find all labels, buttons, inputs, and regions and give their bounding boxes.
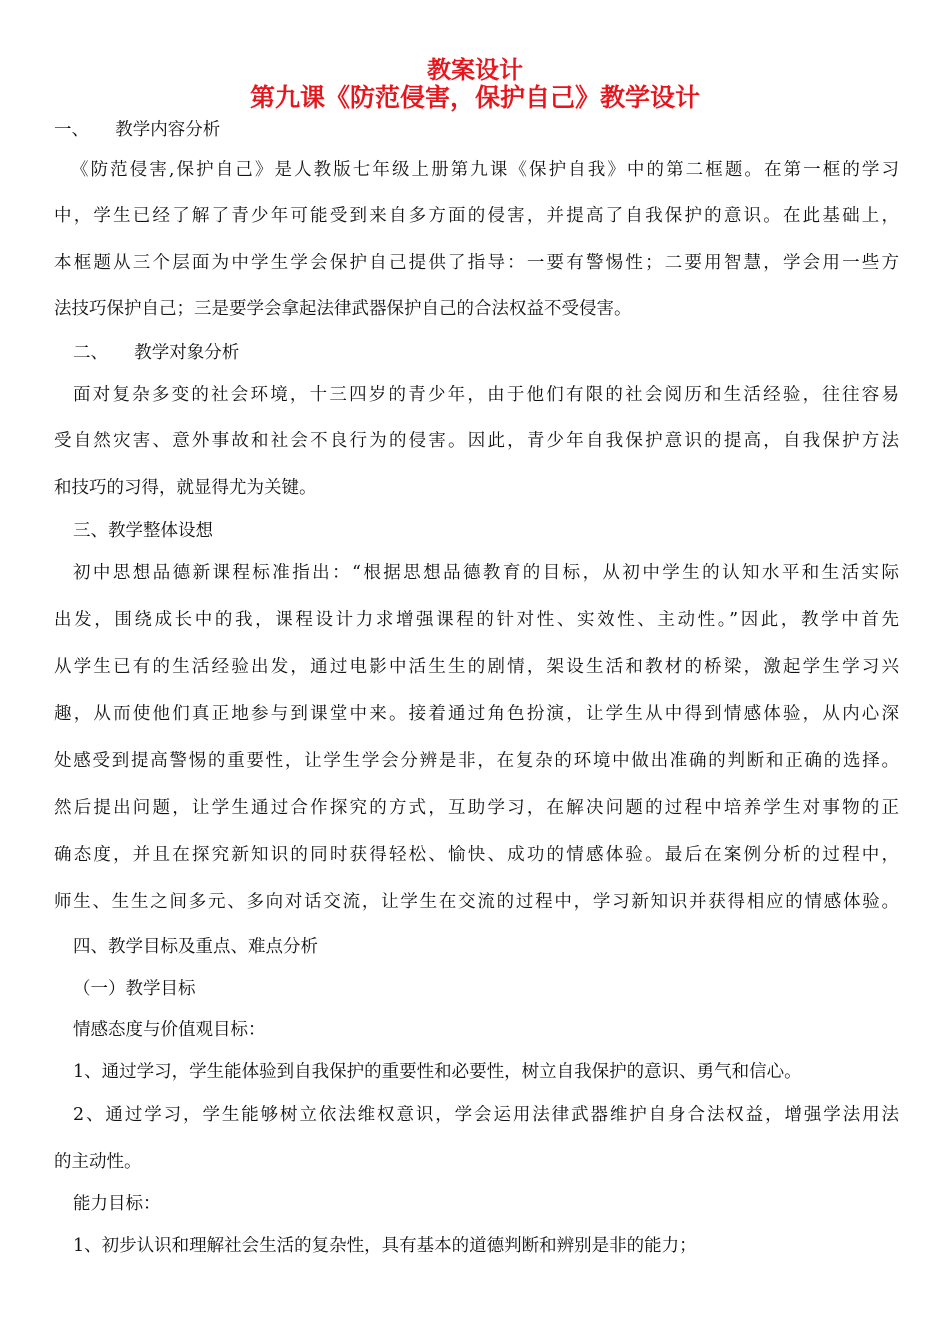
section-heading-3: 三、教学整体设想	[73, 521, 213, 541]
paragraph-line: 初中思想品德新课程标准指出：“根据思想品德教育的目标，从初中学生的认知水平和生活实际	[73, 563, 899, 583]
paragraph-line: 和技巧的习得，就显得尤为关键。	[54, 478, 317, 498]
paragraph-line: 的主动性。	[54, 1152, 142, 1172]
document-subtitle: 第九课《防范侵害，保护自己》教学设计	[249, 83, 700, 112]
objective-item: 1、通过学习，学生能体验到自我保护的重要性和必要性，树立自我保护的意识、勇气和信心。	[73, 1062, 802, 1082]
section-heading-1: 一、 教学内容分析	[54, 120, 221, 140]
paragraph-line: 然后提出问题，让学生通过合作探究的方式，互助学习，在解决问题的过程中培养学生对事物的正	[54, 798, 899, 818]
subsection-heading: （一）教学目标	[73, 979, 196, 999]
objective-item: 2、通过学习，学生能够树立依法维权意识，学会运用法律武器维护自身合法权益，增强学法用法	[73, 1105, 899, 1125]
section-heading-4: 四、教学目标及重点、难点分析	[73, 937, 318, 957]
paragraph-line: 《防范侵害,保护自己》是人教版七年级上册第九课《保护自我》中的第二框题。在第一框的学习	[71, 160, 899, 180]
paragraph-line: 从学生已有的生活经验出发，通过电影中活生生的剧情，架设生活和教材的桥梁，激起学生学习兴	[54, 657, 899, 677]
paragraph-line: 趣，从而使他们真正地参与到课堂中来。接着通过角色扮演，让学生从中得到情感体验，从内心深	[54, 704, 899, 724]
paragraph-line: 面对复杂多变的社会环境，十三四岁的青少年，由于他们有限的社会阅历和生活经验，往往容易	[73, 385, 899, 405]
paragraph-line: 出发，围绕成长中的我，课程设计力求增强课程的针对性、实效性、主动性。”因此，教学中首先	[54, 610, 899, 630]
paragraph-line: 确态度，并且在探究新知识的同时获得轻松、愉快、成功的情感体验。最后在案例分析的过程中，	[54, 845, 899, 865]
paragraph-line: 受自然灾害、意外事故和社会不良行为的侵害。因此，青少年自我保护意识的提高，自我保护方法	[54, 431, 899, 451]
document-title: 教案设计	[427, 56, 523, 84]
objective-item: 1、初步认识和理解社会生活的复杂性，具有基本的道德判断和辨别是非的能力；	[73, 1236, 697, 1256]
objective-category: 情感态度与价值观目标：	[73, 1020, 266, 1040]
paragraph-line: 本框题从三个层面为中学生学会保护自己提供了指导：一要有警惕性；二要用智慧，学会用一些方	[54, 253, 899, 273]
paragraph-line: 法技巧保护自己；三是要学会拿起法律武器保护自己的合法权益不受侵害。	[54, 299, 632, 319]
objective-category: 能力目标：	[73, 1194, 161, 1214]
paragraph-line: 处感受到提高警惕的重要性，让学生学会分辨是非，在复杂的环境中做出准确的判断和正确的选择。	[54, 751, 899, 771]
paragraph-line: 师生、生生之间多元、多向对话交流，让学生在交流的过程中，学习新知识并获得相应的情感体验。	[54, 892, 899, 912]
paragraph-line: 中，学生已经了解了青少年可能受到来自多方面的侵害，并提高了自我保护的意识。在此基础上，	[54, 206, 899, 226]
section-heading-2: 二、 教学对象分析	[73, 343, 240, 363]
